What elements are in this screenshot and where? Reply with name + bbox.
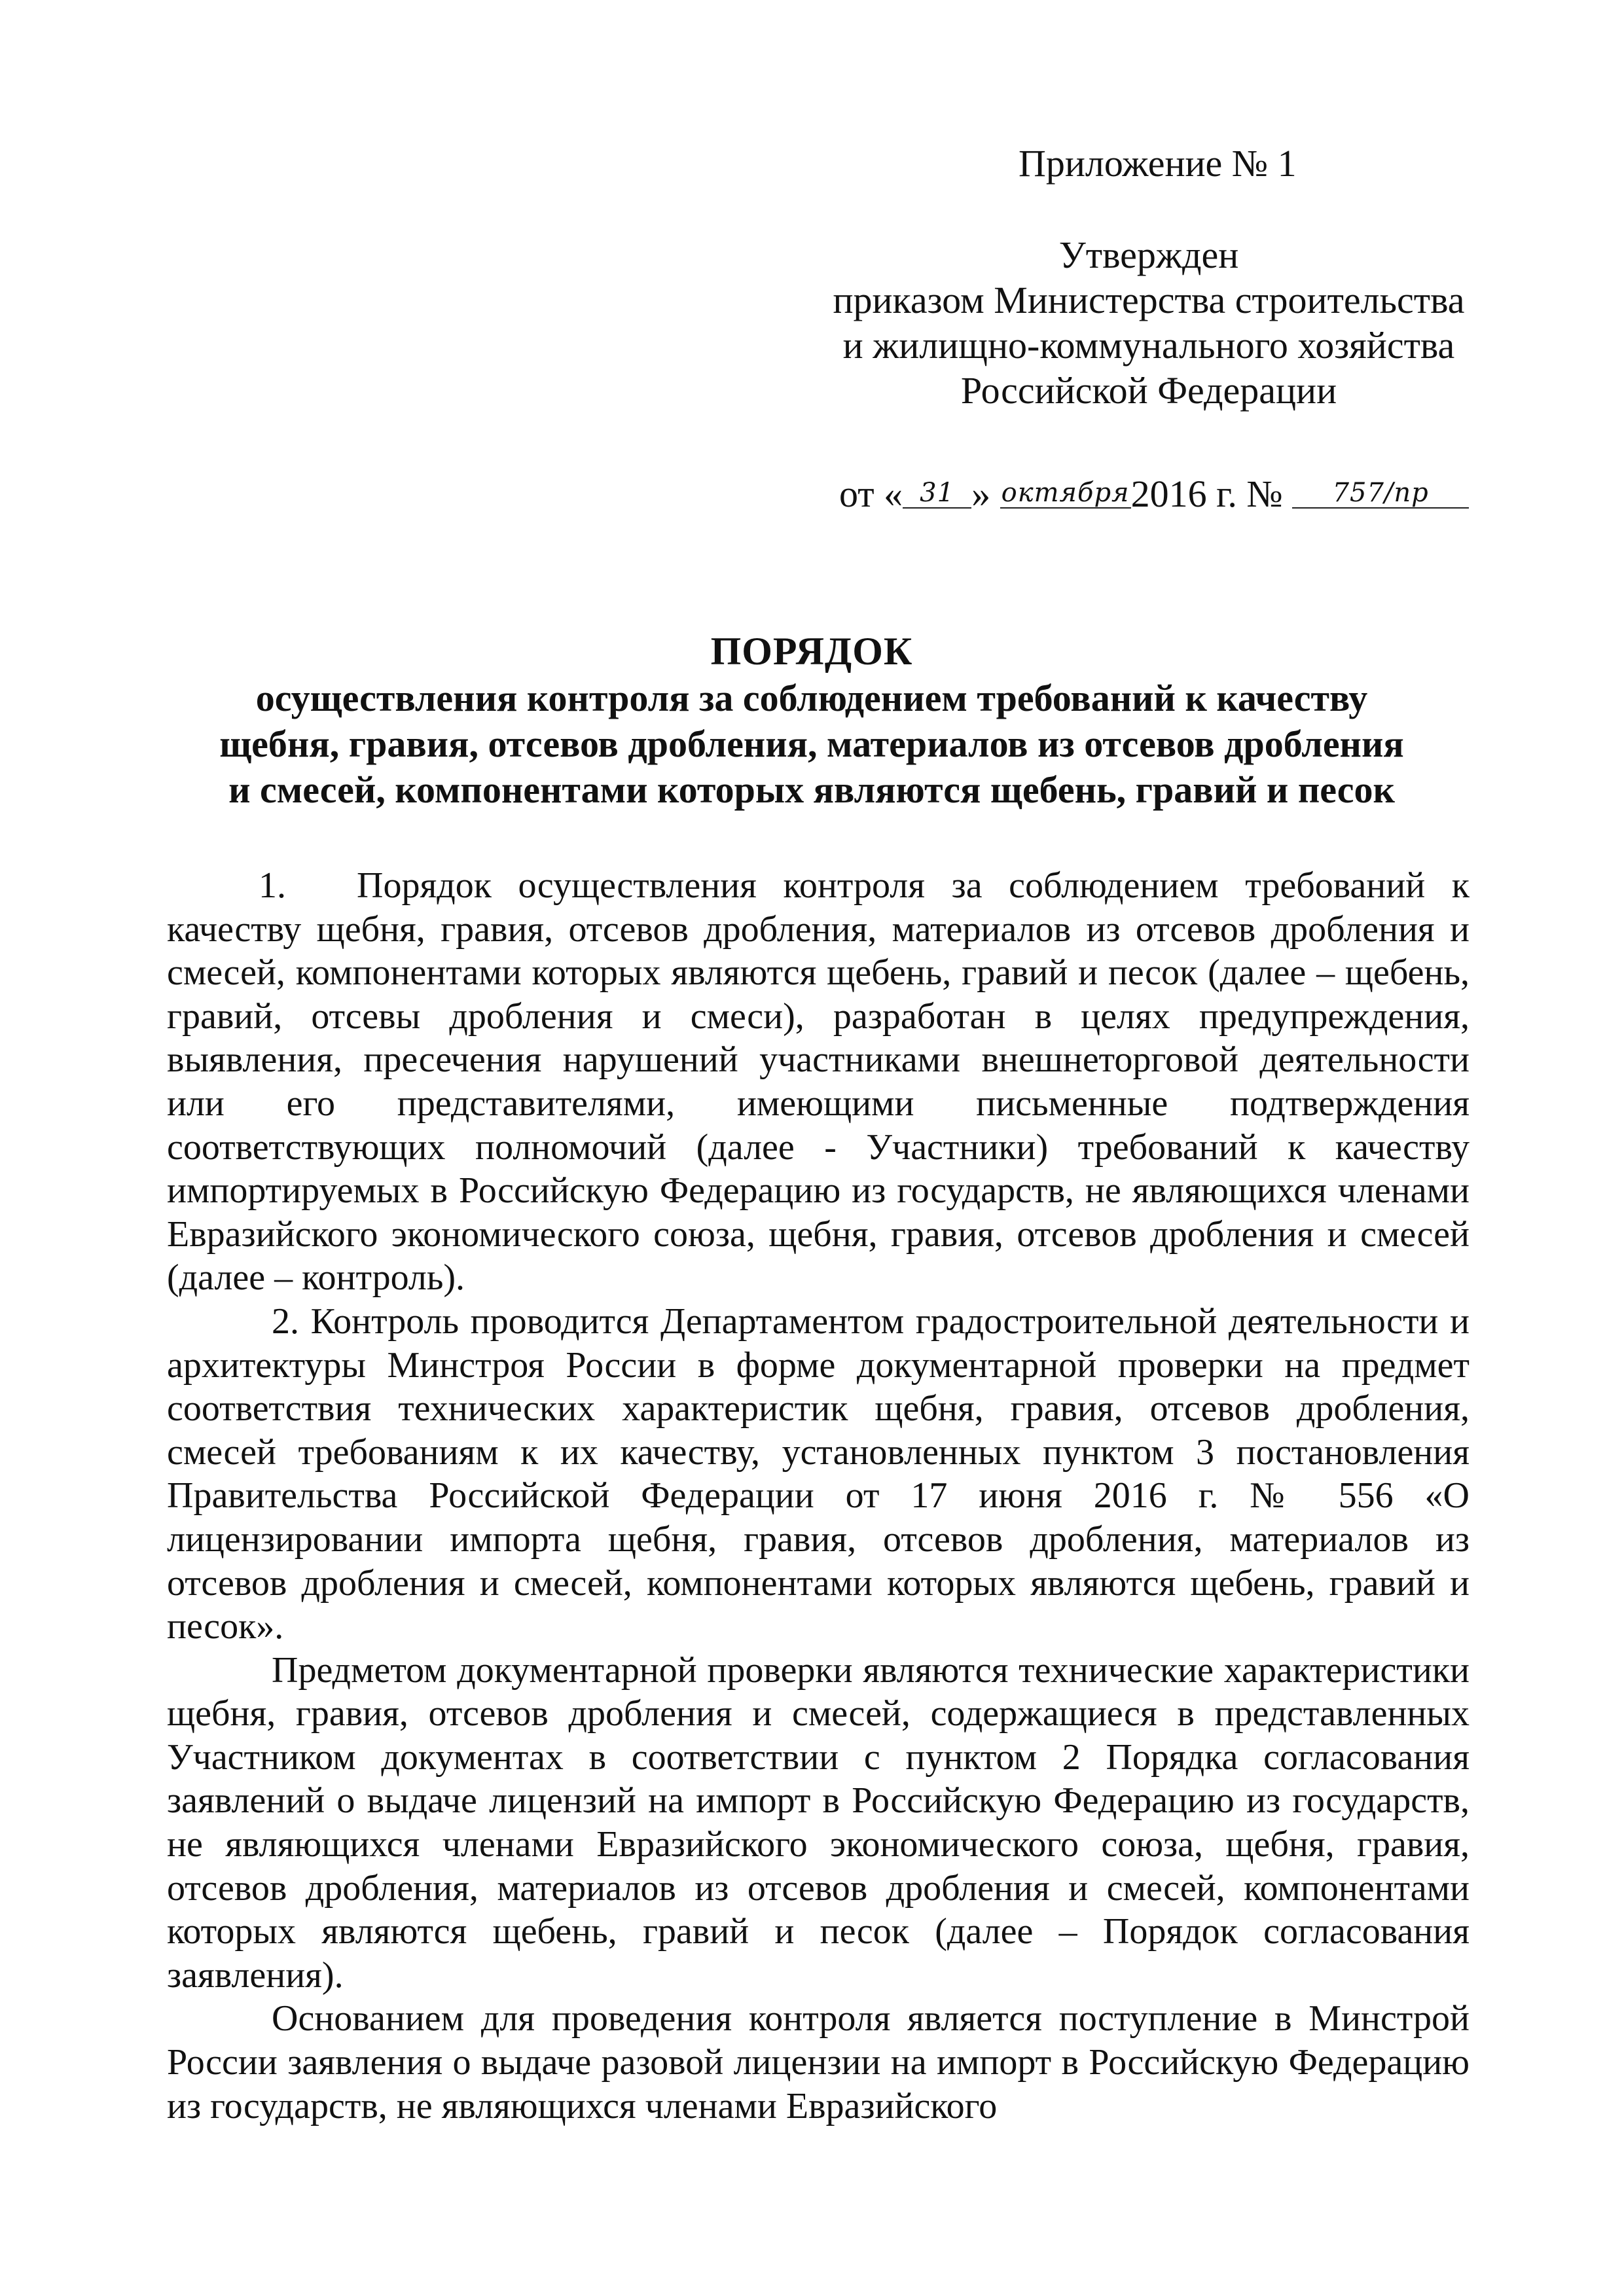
title-line: и смесей, компонентами которых являются щебень, гравий и песок	[228, 768, 1395, 811]
order-reference	[839, 471, 1469, 517]
approval-block	[821, 232, 1476, 413]
paragraph-1	[167, 864, 1470, 1300]
order-prefix: от «	[839, 473, 903, 515]
paragraph-4: Основанием для проведения контроля является поступление в Минстрой России заявления о выдаче разовой лицензии на импорт в Российскую Федерацию из государств, не являющихся членами Евразийского	[167, 1998, 1470, 2126]
approval-line: приказом Министерства строительства	[833, 279, 1465, 321]
approval-line: Российской Федерации	[960, 369, 1337, 412]
approval-line: и жилищно-коммунального хозяйства	[842, 324, 1455, 367]
title-main: ПОРЯДОК	[710, 630, 913, 673]
document-body	[167, 864, 1470, 2128]
document-title	[141, 628, 1483, 813]
order-day-handwritten: 31	[903, 478, 971, 509]
paragraph-2: 2. Контроль проводится Департаментом градостроительной деятельности и архитектуры Минстроя России в форме документарной проверки на предмет соответствия технических характеристик щебня, гравия, отсевов дробления, смесей требованиям к их качеству, установленных пунктом 3 постановления Правительства Российской Федерации от 17 июня 2016 г. № 556 «О лицензировании импорта щебня, гравия, отсевов дробления, материалов из отсевов дробления и смесей, компонентами которых являются щебень, гравий и песок».	[167, 1300, 1470, 1647]
paragraph-1-text: Порядок осуществления контроля за соблюдением требований к качеству щебня, гравия, отсевов дробления, материалов из отсевов дробления и смесей, компонентами которых являются щебень, гравий и песок (далее – щебень, гравий, отсевы дробления и смеси), разработан в целях предупреждения, выявления, пресечения нарушений участниками внешнеторговой деятельности или его представителями, имеющими письменные подтверждения соответствующих полномочий (далее - Участники) требований к качеству импортируемых в Российскую Федерацию из государств, не являющихся членами Евразийского экономического союза, щебня, гравия, отсевов дробления и смесей (далее – контроль).	[167, 865, 1470, 1299]
title-line: щебня, гравия, отсевов дробления, материалов из отсевов дробления	[219, 723, 1404, 765]
paragraph-3: Предметом документарной проверки являются технические характеристики щебня, гравия, отсевов дробления и смесей, содержащиеся в представленных Участником документах в соответствии с пунктом 2 Порядка согласования заявлений о выдаче лицензий на импорт в Российскую Федерацию из государств, не являющихся членами Евразийского экономического союза, щебня, гравия, отсевов дробления, материалов из отсевов дробления и смесей, компонентами которых являются щебень, гравий и песок (далее – Порядок согласования заявления).	[167, 1649, 1470, 1996]
approval-line: Утвержден	[1058, 234, 1239, 276]
order-month-handwritten: октября	[1000, 478, 1131, 509]
title-line: осуществления контроля за соблюдением требований к качеству	[255, 677, 1368, 719]
order-number-handwritten: 757/пр	[1292, 478, 1469, 509]
paragraph-number: 1.	[259, 865, 286, 906]
order-mid: »	[971, 473, 991, 515]
annex-label: Приложение № 1	[1019, 142, 1297, 185]
order-year: 2016 г. №	[1130, 473, 1283, 515]
